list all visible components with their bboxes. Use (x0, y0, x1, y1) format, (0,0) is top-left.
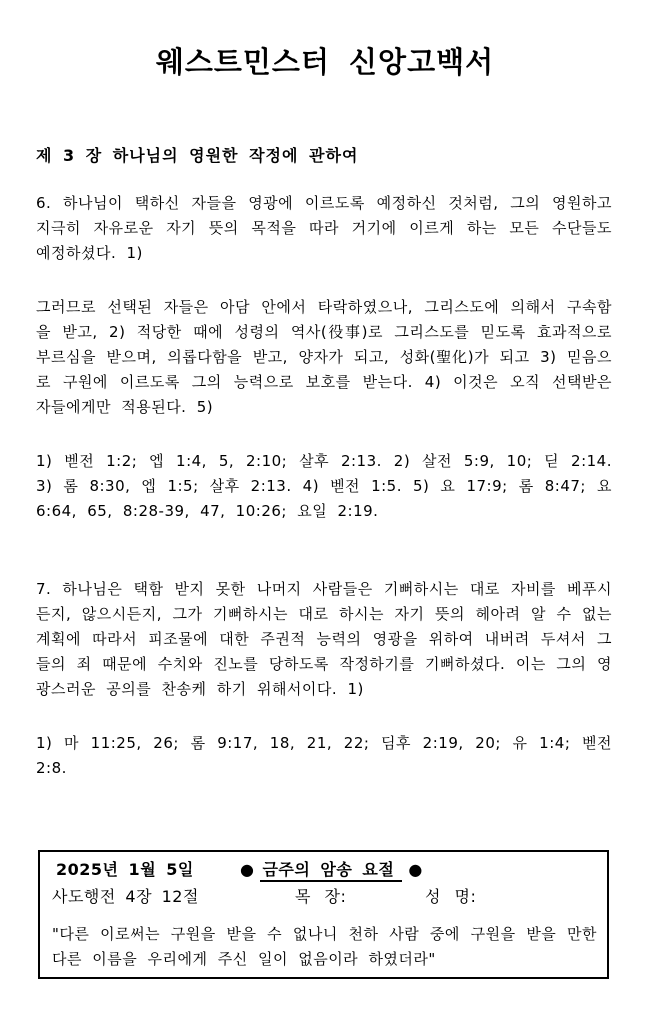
bullet-left-icon: ● (240, 860, 255, 879)
mokjang-label: 목 장: (295, 887, 347, 906)
memory-box-info-row (40, 886, 607, 908)
memory-box-header-row (40, 859, 607, 881)
memory-verse-text: "다른 이로써는 구원을 받을 수 없나니 천하 사람 중에 구원을 받을 만한 다른 이름을 우리에게 주신 일이 없음이라 하였더라" (52, 925, 597, 968)
date-text: 2025년 1월 5일 (56, 860, 194, 879)
footnotes-section-7: 1) 마 11:25, 26; 롬 9:17, 18, 21, 22; 딤후 2:19, 20; 유 1:4; 벧전 2:8. (36, 734, 612, 777)
memory-verse-box (38, 850, 609, 979)
document-title: 웨스트민스터 신앙고백서 (155, 45, 495, 79)
memory-verse-header-title: 금주의 암송 요절 (260, 860, 402, 882)
name-label: 성 명: (425, 887, 477, 906)
memory-verse-header (240, 859, 423, 881)
chapter-heading: 제 3 장 하나님의 영원한 작정에 관하여 (36, 146, 359, 165)
paragraph-section-6: 6. 하나님이 택하신 자들을 영광에 이르도록 예정하신 것처럼, 그의 영원하고 지극히 자유로운 자기 뜻의 목적을 따라 거기에 이르게 하는 모든 수단들도 예정하셨다. 1) (36, 194, 612, 262)
paragraph-section-6-continuation: 그러므로 선택된 자들은 아담 안에서 타락하였으나, 그리스도에 의해서 구속함을 받고, 2) 적당한 때에 성령의 역사(役事)로 그리스도를 믿도록 효과적으로 부르심을 받으며, 의롭다함을 받고, 양자가 되고, 성화(聖化)가 되고 3) 믿음으로 구원에 이르도록 그의 능력으로 보호를 받는다. 4) 이것은 오직 선택받은 자들에게만 적용된다. 5) (36, 298, 612, 416)
bullet-right-icon: ● (408, 860, 423, 879)
scripture-reference: 사도행전 4장 12절 (52, 887, 199, 906)
footnotes-section-6: 1) 벧전 1:2; 엡 1:4, 5, 2:10; 살후 2:13. 2) 살전 5:9, 10; 딛 2:14. 3) 롬 8:30, 엡 1:5; 살후 2:13. 4) 벧전 1:5. 5) 요 17:9; 롬 8:47; 요 6:64, 65, 8:28-39, 47, 10:26; 요일 2:19. (36, 452, 612, 520)
paragraph-section-7: 7. 하나님은 택함 받지 못한 나머지 사람들은 기뻐하시는 대로 자비를 베푸시든지, 않으시든지, 그가 기뻐하시는 대로 하시는 자기 뜻의 헤아려 알 수 없는 계획에 따라서 피조물에 대한 주권적 능력의 영광을 위하여 내버려 두셔서 그들의 죄 때문에 수치와 진노를 당하도록 작정하기를 기뻐하셨다. 이는 그의 영광스러운 공의를 찬송케 하기 위해서이다. 1) (36, 580, 612, 698)
